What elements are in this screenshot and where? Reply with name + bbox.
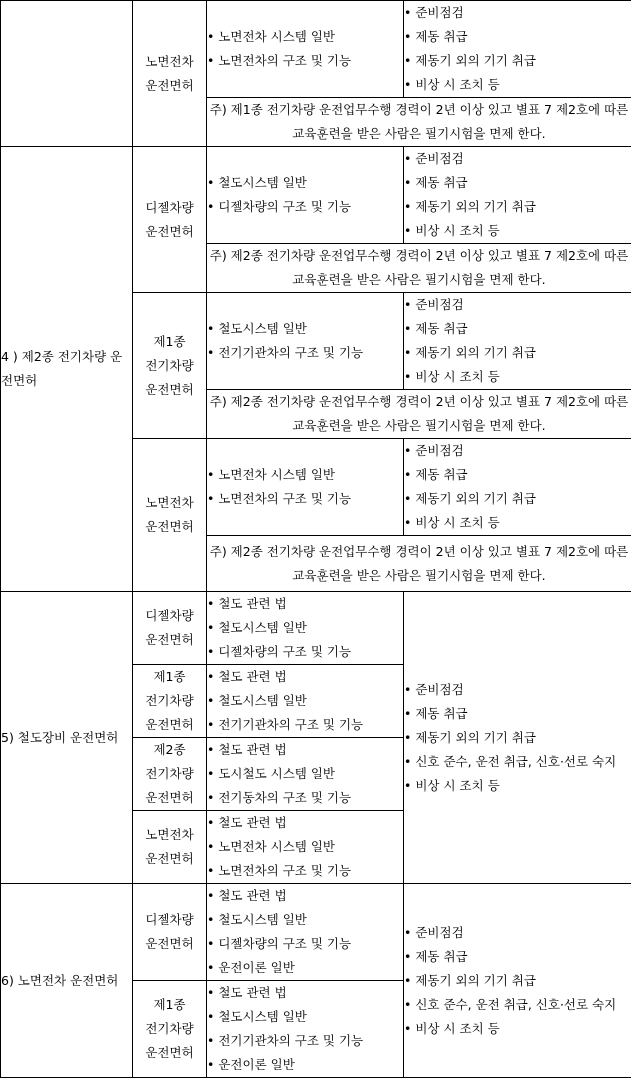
subject-item: • 노면전차의 구조 및 기능 <box>207 49 403 73</box>
skill-items-cell <box>404 592 631 884</box>
written-subjects-cell <box>207 811 404 884</box>
skill-item: • 제동 취급 <box>404 463 631 487</box>
written-subjects-cell <box>207 439 404 536</box>
license-type-line: 운전면허 <box>133 786 206 810</box>
written-subjects-cell <box>207 738 404 811</box>
license-type-line: 제2종 <box>133 738 206 762</box>
license-type-line: 전기차량 <box>133 689 206 713</box>
subject-item: • 철도시스템 일반 <box>207 908 403 932</box>
written-subjects-cell <box>207 592 404 665</box>
skill-item: • 비상 시 조치 등 <box>404 73 631 97</box>
skill-item: • 제동기 외의 기기 취급 <box>404 195 631 219</box>
license-type-line: 운전면허 <box>133 515 206 539</box>
subject-item: • 디젤차량의 구조 및 기능 <box>207 640 403 664</box>
license-group-cell <box>1 1 133 147</box>
skill-item: • 제동 취급 <box>404 317 631 341</box>
skill-item: • 준비점검 <box>404 293 631 317</box>
skill-item: • 제동 취급 <box>404 25 631 49</box>
skill-items-cell <box>404 147 631 244</box>
subject-item: • 철도시스템 일반 <box>207 171 403 195</box>
license-type-line: 노면전차 <box>133 491 206 515</box>
license-type-cell <box>133 665 207 738</box>
subject-item: • 전기기관차의 구조 및 기능 <box>207 713 403 737</box>
license-type-cell <box>133 439 207 592</box>
subject-item: • 철도시스템 일반 <box>207 1005 403 1029</box>
skill-item: • 제동기 외의 기기 취급 <box>404 341 631 365</box>
license-type-cell <box>133 811 207 884</box>
license-type-line: 제1종 <box>133 993 206 1017</box>
subject-item: • 디젤차량의 구조 및 기능 <box>207 195 403 219</box>
license-type-line: 제1종 <box>133 665 206 689</box>
skill-items-cell <box>404 884 631 1078</box>
subject-item: • 운전이론 일반 <box>207 1053 403 1077</box>
subject-item: • 전기기관차의 구조 및 기능 <box>207 1029 403 1053</box>
exemption-note: 주) 제1종 전기차량 운전업무수행 경력이 2년 이상 있고 별표 7 제2호에 따른 교육훈련을 받은 사람은 필기시험을 면제 한다. <box>207 98 631 147</box>
written-subjects-cell <box>207 293 404 390</box>
license-type-cell <box>133 293 207 439</box>
skill-item-text: 신호 준수, 운전 취급, 신호·선로 숙지 <box>415 997 616 1012</box>
skill-item: • 비상 시 조치 등 <box>404 774 631 798</box>
written-subjects-cell <box>207 884 404 981</box>
license-type-line: 제1종 <box>133 330 206 354</box>
table-row <box>1 147 631 244</box>
subject-item: • 노면전차 시스템 일반 <box>207 463 403 487</box>
subject-item: • 철도 관련 법 <box>207 811 403 835</box>
license-group-cell: 5) 철도장비 운전면허 <box>1 592 133 884</box>
table-row <box>1 884 631 981</box>
license-type-line: 노면전차 <box>133 50 206 74</box>
license-type-line: 운전면허 <box>133 220 206 244</box>
subject-item: • 운전이론 일반 <box>207 956 403 980</box>
skill-items-cell <box>404 1 631 98</box>
license-type-line: 디젤차량 <box>133 604 206 628</box>
skill-item-text: 신호 준수, 운전 취급, 신호·선로 숙지 <box>415 754 616 769</box>
table-row <box>1 592 631 665</box>
license-type-line: 운전면허 <box>133 628 206 652</box>
skill-item: • 비상 시 조치 등 <box>404 511 631 535</box>
license-type-line: 운전면허 <box>133 847 206 871</box>
license-type-line: 운전면허 <box>133 1041 206 1065</box>
skill-item <box>404 993 631 1017</box>
skill-item: • 제동 취급 <box>404 171 631 195</box>
license-type-cell <box>133 738 207 811</box>
subject-item: • 철도 관련 법 <box>207 981 403 1005</box>
skill-item: • 준비점검 <box>404 439 631 463</box>
license-type-line: 운전면허 <box>133 713 206 737</box>
skill-item: • 제동 취급 <box>404 702 631 726</box>
license-type-line: 전기차량 <box>133 762 206 786</box>
subject-item: • 도시철도 시스템 일반 <box>207 762 403 786</box>
subject-item: • 전기동차의 구조 및 기능 <box>207 786 403 810</box>
license-type-line: 운전면허 <box>133 378 206 402</box>
skill-item: • 제동기 외의 기기 취급 <box>404 49 631 73</box>
exemption-note: 주) 제2종 전기차량 운전업무수행 경력이 2년 이상 있고 별표 7 제2호에 따른 교육훈련을 받은 사람은 필기시험을 면제 한다. <box>207 536 631 592</box>
subject-item: • 철도 관련 법 <box>207 738 403 762</box>
license-type-line: 전기차량 <box>133 1017 206 1041</box>
written-subjects-cell <box>207 147 404 244</box>
skill-item: • 비상 시 조치 등 <box>404 219 631 243</box>
license-type-line: 디젤차량 <box>133 908 206 932</box>
skill-item: • 제동 취급 <box>404 945 631 969</box>
exemption-note: 주) 제2종 전기차량 운전업무수행 경력이 2년 이상 있고 별표 7 제2호에 따른 교육훈련을 받은 사람은 필기시험을 면제 한다. <box>207 244 631 293</box>
subject-item: • 디젤차량의 구조 및 기능 <box>207 932 403 956</box>
subject-item: • 노면전차의 구조 및 기능 <box>207 859 403 883</box>
subject-item: • 노면전차 시스템 일반 <box>207 25 403 49</box>
exemption-note: 주) 제2종 전기차량 운전업무수행 경력이 2년 이상 있고 별표 7 제2호에 따른 교육훈련을 받은 사람은 필기시험을 면제 한다. <box>207 390 631 439</box>
license-type-cell <box>133 884 207 981</box>
table-row <box>1 1 631 98</box>
written-subjects-cell <box>207 981 404 1078</box>
license-group-cell: 6) 노면전차 운전면허 <box>1 884 133 1078</box>
subject-item: • 철도 관련 법 <box>207 884 403 908</box>
written-subjects-cell <box>207 1 404 98</box>
subject-item: • 전기기관차의 구조 및 기능 <box>207 341 403 365</box>
license-type-line: 디젤차량 <box>133 196 206 220</box>
subject-item: • 노면전차의 구조 및 기능 <box>207 487 403 511</box>
subject-item: • 철도시스템 일반 <box>207 317 403 341</box>
skill-items-cell <box>404 293 631 390</box>
skill-item: • 준비점검 <box>404 678 631 702</box>
license-type-cell <box>133 981 207 1078</box>
written-subjects-cell <box>207 665 404 738</box>
skill-item: • 제동기 외의 기기 취급 <box>404 487 631 511</box>
skill-items-cell <box>404 439 631 536</box>
license-group-cell: 4 ) 제2종 전기차량 운전면허 <box>1 147 133 592</box>
license-type-cell <box>133 147 207 293</box>
skill-item: • 제동기 외의 기기 취급 <box>404 726 631 750</box>
subject-item: • 철도시스템 일반 <box>207 689 403 713</box>
license-type-line: 전기차량 <box>133 354 206 378</box>
subject-item: • 철도 관련 법 <box>207 665 403 689</box>
skill-item: • 비상 시 조치 등 <box>404 365 631 389</box>
license-type-cell <box>133 1 207 147</box>
skill-item: • 준비점검 <box>404 921 631 945</box>
license-type-line: 운전면허 <box>133 932 206 956</box>
skill-item <box>404 750 631 774</box>
subject-item: • 철도시스템 일반 <box>207 616 403 640</box>
skill-item: • 비상 시 조치 등 <box>404 1017 631 1041</box>
skill-item: • 제동기 외의 기기 취급 <box>404 969 631 993</box>
license-type-line: 운전면허 <box>133 74 206 98</box>
skill-item: • 준비점검 <box>404 1 631 25</box>
license-type-cell <box>133 592 207 665</box>
subject-item: • 노면전차 시스템 일반 <box>207 835 403 859</box>
subject-item: • 철도 관련 법 <box>207 592 403 616</box>
license-type-line: 노면전차 <box>133 823 206 847</box>
skill-item: • 준비점검 <box>404 147 631 171</box>
